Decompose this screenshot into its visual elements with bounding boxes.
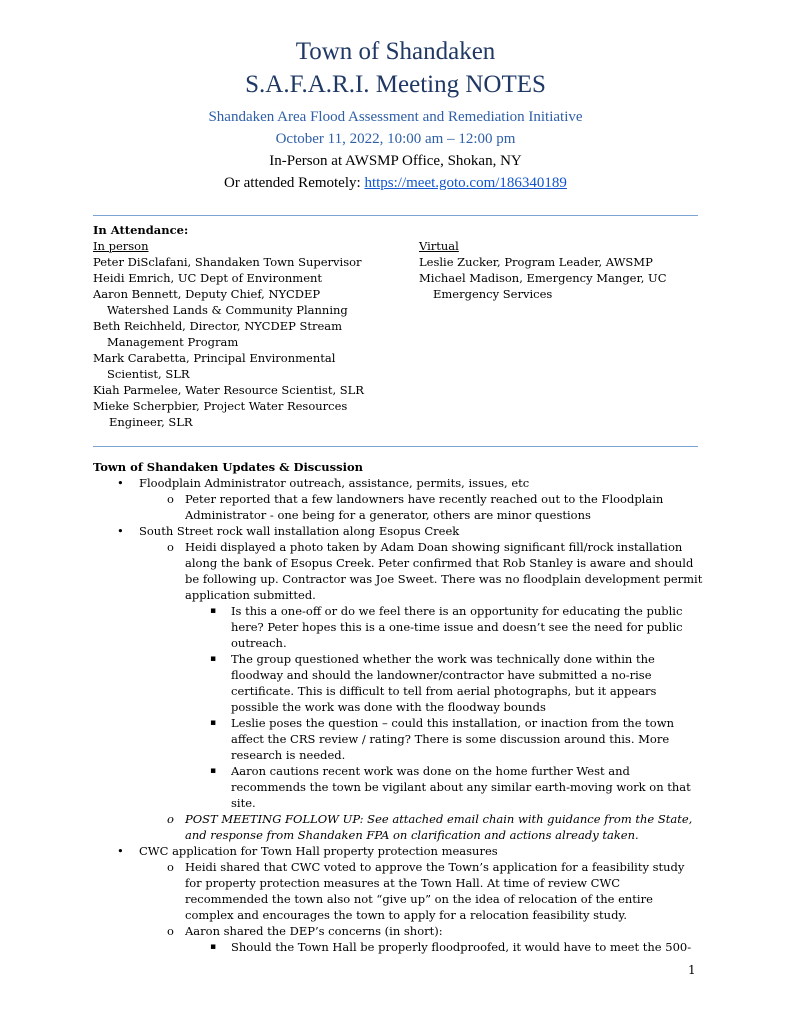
circle-marker: o [167, 492, 174, 506]
document-subtitle: S.A.F.A.R.I. Meeting NOTES [245, 71, 546, 98]
list-item: • South Street rock wall installation along Esopus Creek [117, 524, 460, 538]
list-item: ▪ Leslie poses the question – could this installation, or inaction from the town affect the CRS review / rating? There is some discussion around this. More research is needed. [210, 716, 674, 762]
meeting-datetime: October 11, 2022, 10:00 am – 12:00 pm [275, 131, 516, 147]
attendee-continued: Watershed Lands & Community Planning [107, 303, 348, 317]
list-item: o Heidi shared that CWC voted to approve the Town’s application for a feasibility study for property protection measures at the Town Hall. At time of review CWC recommended the town also not “give up” on the idea of relocation of the entire complex and encourages the town to apply for a relocation feasibility study. [167, 860, 685, 922]
attendance-heading: In Attendance: [93, 223, 189, 237]
meeting-location: In-Person at AWSMP Office, Shokan, NY [269, 153, 522, 169]
attendee-continued: Scientist, SLR [107, 367, 190, 381]
virtual-label: Virtual [419, 239, 459, 253]
section-divider-top [93, 215, 698, 216]
attendee-continued: Engineer, SLR [109, 415, 193, 429]
attendee-continued: Management Program [107, 335, 239, 349]
list-item: o Heidi displayed a photo taken by Adam Doan showing significant fill/rock installation along the bank of Esopus Creek. Peter confirmed that Rob Stanley is aware and should be following up. Contractor was Joe Sweet. There was no floodplain development permit application submitted. [167, 540, 703, 602]
attendee: Aaron Bennett, Deputy Chief, NYCDEP [93, 287, 321, 301]
remote-meeting-link[interactable]: https://meet.goto.com/186340189 [364, 175, 567, 191]
attendee: Leslie Zucker, Program Leader, AWSMP [419, 255, 653, 269]
list-item: ▪ Is this a one-off or do we feel there is an opportunity for educating the public here? Peter hopes this is a one-time issue and doesn’t see the need for public outreach. [210, 604, 683, 650]
attendee: Mark Carabetta, Principal Environmental [93, 351, 336, 365]
attendance-section [93, 222, 698, 429]
attendee: Beth Reichheld, Director, NYCDEP Stream [93, 319, 343, 333]
list-item: o Aaron shared the DEP’s concerns (in short): [167, 924, 443, 938]
attendee-continued: Emergency Services [433, 287, 553, 301]
square-marker: ▪ [210, 718, 217, 728]
bullet-marker: • [117, 476, 124, 490]
circle-marker: o [167, 924, 174, 938]
document-title: Town of Shandaken [295, 38, 496, 65]
list-item: • Floodplain Administrator outreach, assistance, permits, issues, etc [117, 476, 530, 490]
attendee: Mieke Scherpbier, Project Water Resources [93, 399, 348, 413]
list-item: o POST MEETING FOLLOW UP: See attached email chain with guidance from the State, and response from Shandaken FPA on clarification and actions already taken. [167, 812, 693, 842]
in-person-column [93, 238, 383, 430]
list-item: ▪ The group questioned whether the work was technically done within the floodway and should the landowner/contractor have submitted a no-rise certificate. This is difficult to tell from aerial photographs, but it appears possible the work was done with the floodway bounds [210, 652, 657, 714]
section-divider-bottom [93, 446, 698, 447]
square-marker: ▪ [210, 766, 217, 776]
in-person-label: In person [93, 239, 149, 253]
list-item: ▪ Should the Town Hall be properly floodproofed, it would have to meet the 500- [210, 940, 692, 954]
square-marker: ▪ [210, 654, 217, 664]
section-heading: Town of Shandaken Updates & Discussion [93, 460, 363, 474]
virtual-column [419, 238, 689, 302]
circle-marker: o [167, 860, 174, 874]
list-item: o Peter reported that a few landowners have recently reached out to the Floodplain Administrator - one being for a generator, others are minor questions [167, 492, 664, 522]
bullet-marker: • [117, 844, 124, 858]
circle-marker: o [167, 540, 174, 554]
bullet-marker: • [117, 524, 124, 538]
initiative-name: Shandaken Area Flood Assessment and Remediation Initiative [208, 109, 583, 125]
attendee: Kiah Parmelee, Water Resource Scientist, SLR [93, 383, 364, 397]
remote-prefix: Or attended Remotely: [224, 175, 365, 191]
page-number: 1 [688, 963, 696, 977]
circle-marker: o [167, 812, 174, 826]
attendee: Michael Madison, Emergency Manger, UC [419, 271, 667, 285]
square-marker: ▪ [210, 606, 217, 616]
document-header [0, 36, 791, 193]
list-item: • CWC application for Town Hall property protection measures [117, 844, 498, 858]
square-marker: ▪ [210, 942, 217, 952]
updates-section [93, 459, 703, 955]
remote-attendance-line [0, 173, 791, 193]
list-item: ▪ Aaron cautions recent work was done on the home further West and recommends the town be vigilant about any similar earth-moving work on that site. [210, 764, 691, 810]
attendee: Peter DiSclafani, Shandaken Town Supervisor [93, 255, 362, 269]
attendee: Heidi Emrich, UC Dept of Environment [93, 271, 323, 285]
